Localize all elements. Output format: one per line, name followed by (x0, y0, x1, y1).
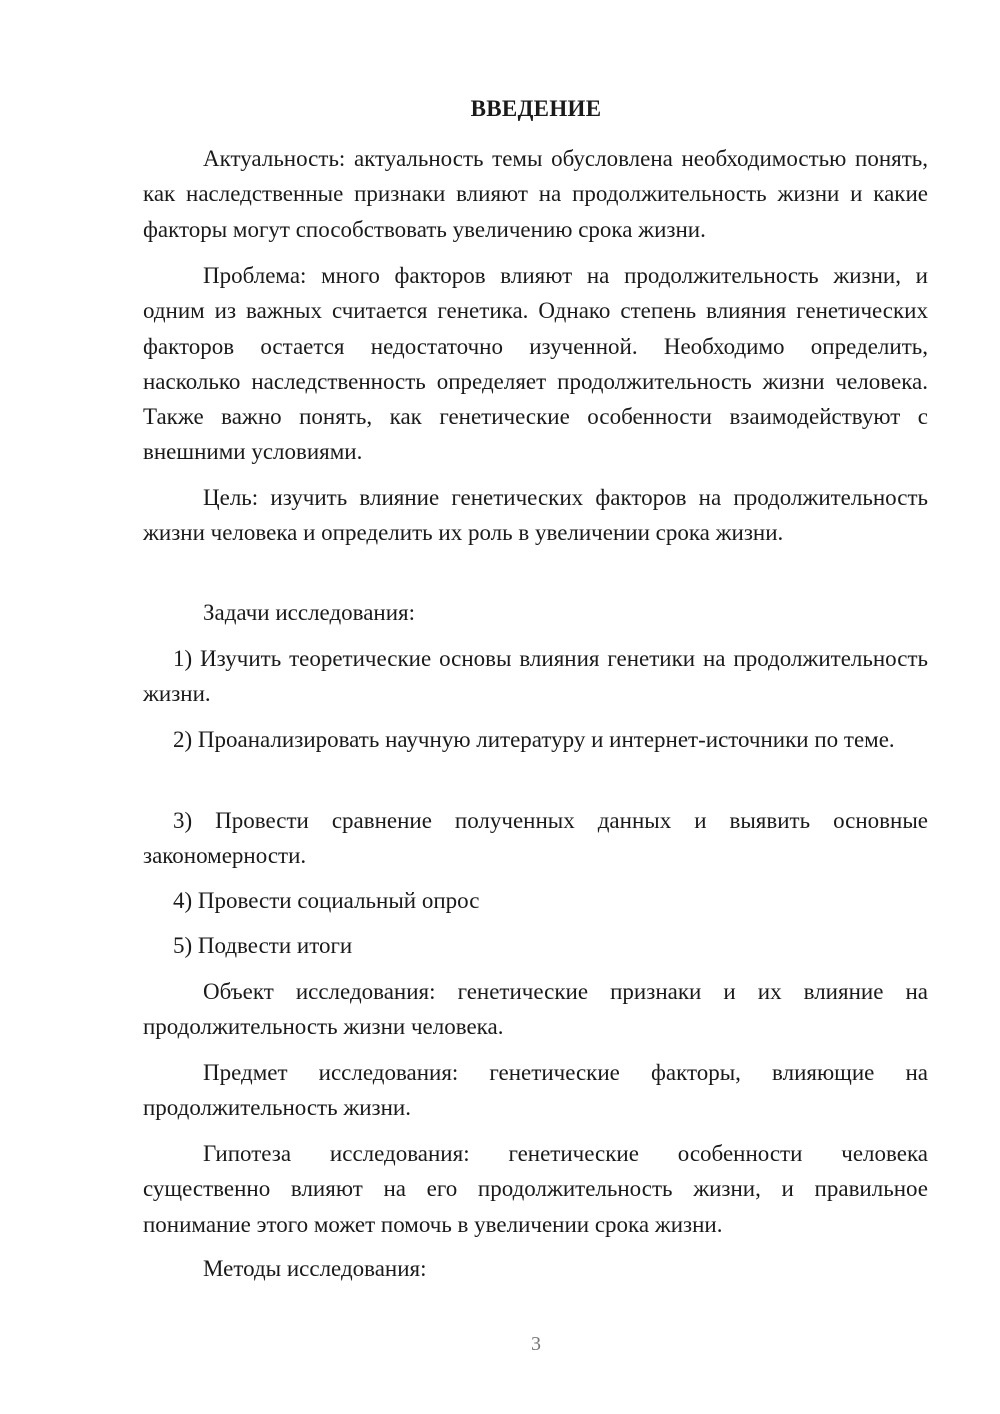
task-item-2: 2) Проанализировать научную литературу и интернет-источники по теме. (173, 727, 895, 752)
task-item-1: 1) Изучить теоретические основы влияния генетики на продолжительность жизни. (143, 646, 928, 707)
paragraph-relevance: Актуальность: актуальность темы обусловлена необходимостью понять, как наследственные признаки влияют на продолжительность жизни и какие факторы могут способствовать увеличению срока жизни. (143, 146, 928, 242)
paragraph-hypothesis: Гипотеза исследования: генетические особенности человека существенно влияют на его продолжительность жизни, и правильное понимание этого может помочь в увеличении срока жизни. (143, 1141, 928, 1237)
paragraph-subject: Предмет исследования: генетические факторы, влияющие на продолжительность жизни. (143, 1060, 928, 1121)
paragraph-goal: Цель: изучить влияние генетических факторов на продолжительность жизни человека и определить их роль в увеличении срока жизни. (143, 485, 928, 546)
task-item-5: 5) Подвести итоги (173, 933, 353, 958)
task-item-3: 3) Провести сравнение полученных данных и выявить основные закономерности. (143, 808, 928, 869)
paragraph-problem: Проблема: много факторов влияют на продолжительность жизни, и одним из важных считается генетика. Однако степень влияния генетических факторов остается недостаточно изученной. Необходимо определить, насколько наследственность определяет продолжительность жизни человека. Также важно понять, как генетические особенности взаимодействуют с внешними условиями. (143, 263, 928, 465)
methods-heading: Методы исследования: (203, 1256, 427, 1281)
task-item-4: 4) Провести социальный опрос (173, 888, 480, 913)
section-heading: ВВЕДЕНИЕ (470, 96, 602, 121)
tasks-heading: Задачи исследования: (203, 600, 416, 625)
page-number: 3 (531, 1333, 541, 1355)
paragraph-object: Объект исследования: генетические признаки и их влияние на продолжительность жизни человека. (143, 979, 928, 1040)
